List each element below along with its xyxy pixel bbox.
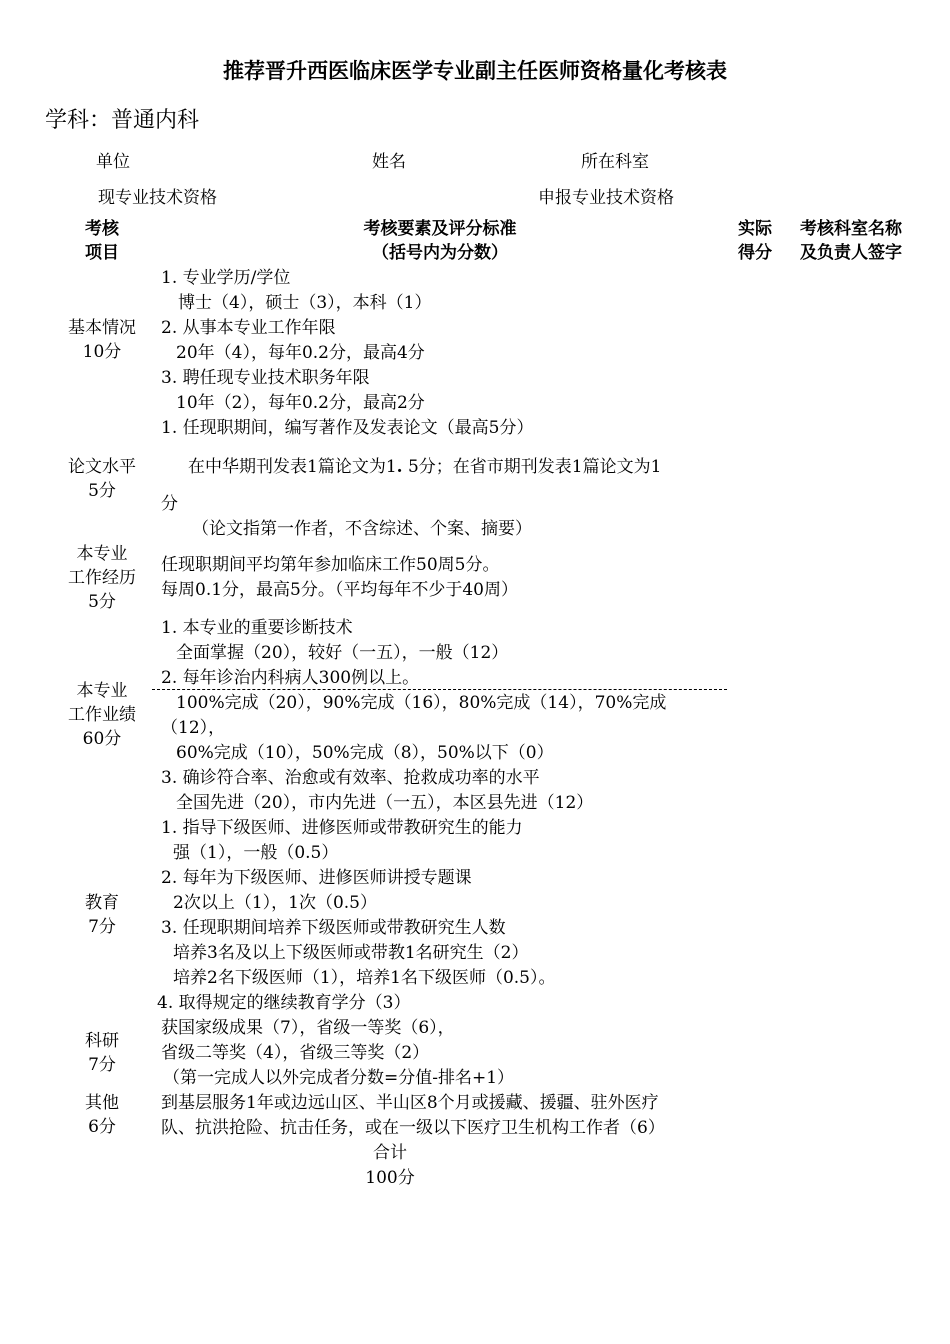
- performance-line-6: 60%完成（10），50%完成（8），50%以下（0）: [176, 743, 554, 763]
- research-line-3: （第一完成人以外完成者分数=分值-排名+1）: [163, 1068, 515, 1088]
- research-line-1: 获国家级成果（7），省级一等奖（6），: [161, 1018, 455, 1038]
- dashed-divider: [152, 689, 727, 690]
- name-label: 姓名: [372, 152, 406, 172]
- education-line-2: 强（1），一般（0.5）: [173, 843, 339, 863]
- education-line-3: 2. 每年为下级医师、进修医师讲授专题课: [161, 868, 472, 888]
- page-title: 推荐晋升西医临床医学专业副主任医师资格量化考核表: [223, 58, 727, 83]
- performance-line-3: 2. 每年诊治内科病人300例以上。: [161, 668, 420, 688]
- education-line-7: 培养2名下级医师（1），培养1名下级医师（0.5）。: [173, 968, 556, 988]
- department-label: 所在科室: [581, 152, 649, 172]
- performance-line-4: 100%完成（20），90%完成（16），80%完成（14），70%完成: [176, 693, 667, 713]
- research-line-2: 省级二等奖（4），省级三等奖（2）: [161, 1043, 430, 1063]
- basic-line-4: 20年（4），每年0.2分，最高4分: [176, 343, 425, 363]
- unit-label: 单位: [96, 152, 130, 172]
- other-line-2: 队、抗洪抢险、抗击任务，或在一级以下医疗卫生机构工作者（6）: [161, 1118, 665, 1138]
- subject-label: 学科：普通内科: [45, 108, 200, 133]
- performance-line-2: 全面掌握（20），较好（一五），一般（12）: [176, 643, 509, 663]
- performance-line-8: 全国先进（20），市内先进（一五），本区县先进（12）: [176, 793, 594, 813]
- section-label-other: 其他 6分: [85, 1093, 119, 1137]
- section-label-research: 科研 7分: [85, 1031, 119, 1075]
- other-line-1: 到基层服务1年或边远山区、半山区8个月或援藏、援疆、驻外医疗: [161, 1093, 659, 1113]
- section-label-experience: 本专业 工作经历 5分: [68, 544, 136, 612]
- education-line-4: 2次以上（1），1次（0.5）: [173, 893, 377, 913]
- header-criteria: 考核要素及评分标准 （括号内为分数）: [363, 219, 517, 263]
- education-line-8: 4. 取得规定的继续教育学分（3）: [157, 993, 411, 1013]
- header-signature: 考核科室名称 及负责人签字: [800, 219, 902, 263]
- basic-line-2: 博士（4），硕士（3），本科（1）: [178, 293, 432, 313]
- basic-line-6: 10年（2），每年0.2分，最高2分: [176, 393, 425, 413]
- education-line-6: 培养3名及以上下级医师或带教1名研究生（2）: [173, 943, 529, 963]
- experience-line-2: 每周0.1分，最高5分。（平均每年不少于40周）: [161, 580, 518, 600]
- basic-line-1: 1. 专业学历/学位: [161, 268, 291, 288]
- experience-line-1: 任现职期间平均第年参加临床工作50周5分。: [161, 555, 500, 575]
- section-label-papers: 论文水平 5分: [68, 457, 136, 501]
- basic-line-3: 2. 从事本专业工作年限: [161, 318, 336, 338]
- education-line-5: 3. 任现职期间培养下级医师或带教研究生人数: [161, 918, 506, 938]
- section-label-performance: 本专业 工作业绩 60分: [68, 681, 136, 749]
- papers-line-2: 在中华期刊发表1篇论文为1. 5分；在省市期刊发表1篇论文为1: [188, 457, 662, 477]
- total-value: 100分: [365, 1168, 415, 1188]
- papers-line-4: （论文指第一作者，不含综述、个案、摘要）: [192, 519, 532, 539]
- performance-line-5: （12），: [161, 718, 226, 738]
- header-score: 实际 得分: [738, 219, 772, 263]
- section-label-basic: 基本情况 10分: [68, 318, 136, 362]
- total-label: 合计: [373, 1143, 407, 1163]
- performance-line-1: 1. 本专业的重要诊断技术: [161, 618, 353, 638]
- papers-line-3: 分: [161, 494, 178, 514]
- basic-line-5: 3. 聘任现专业技术职务年限: [161, 368, 370, 388]
- performance-line-7: 3. 确诊符合率、治愈或有效率、抢救成功率的水平: [161, 768, 540, 788]
- section-label-education: 教育 7分: [85, 893, 119, 937]
- education-line-1: 1. 指导下级医师、进修医师或带教研究生的能力: [161, 818, 523, 838]
- header-item: 考核 项目: [85, 219, 119, 263]
- applied-qualification-label: 申报专业技术资格: [538, 188, 674, 208]
- current-qualification-label: 现专业技术资格: [98, 188, 217, 208]
- papers-line-1: 1. 任现职期间，编写著作及发表论文（最高5分）: [161, 418, 534, 438]
